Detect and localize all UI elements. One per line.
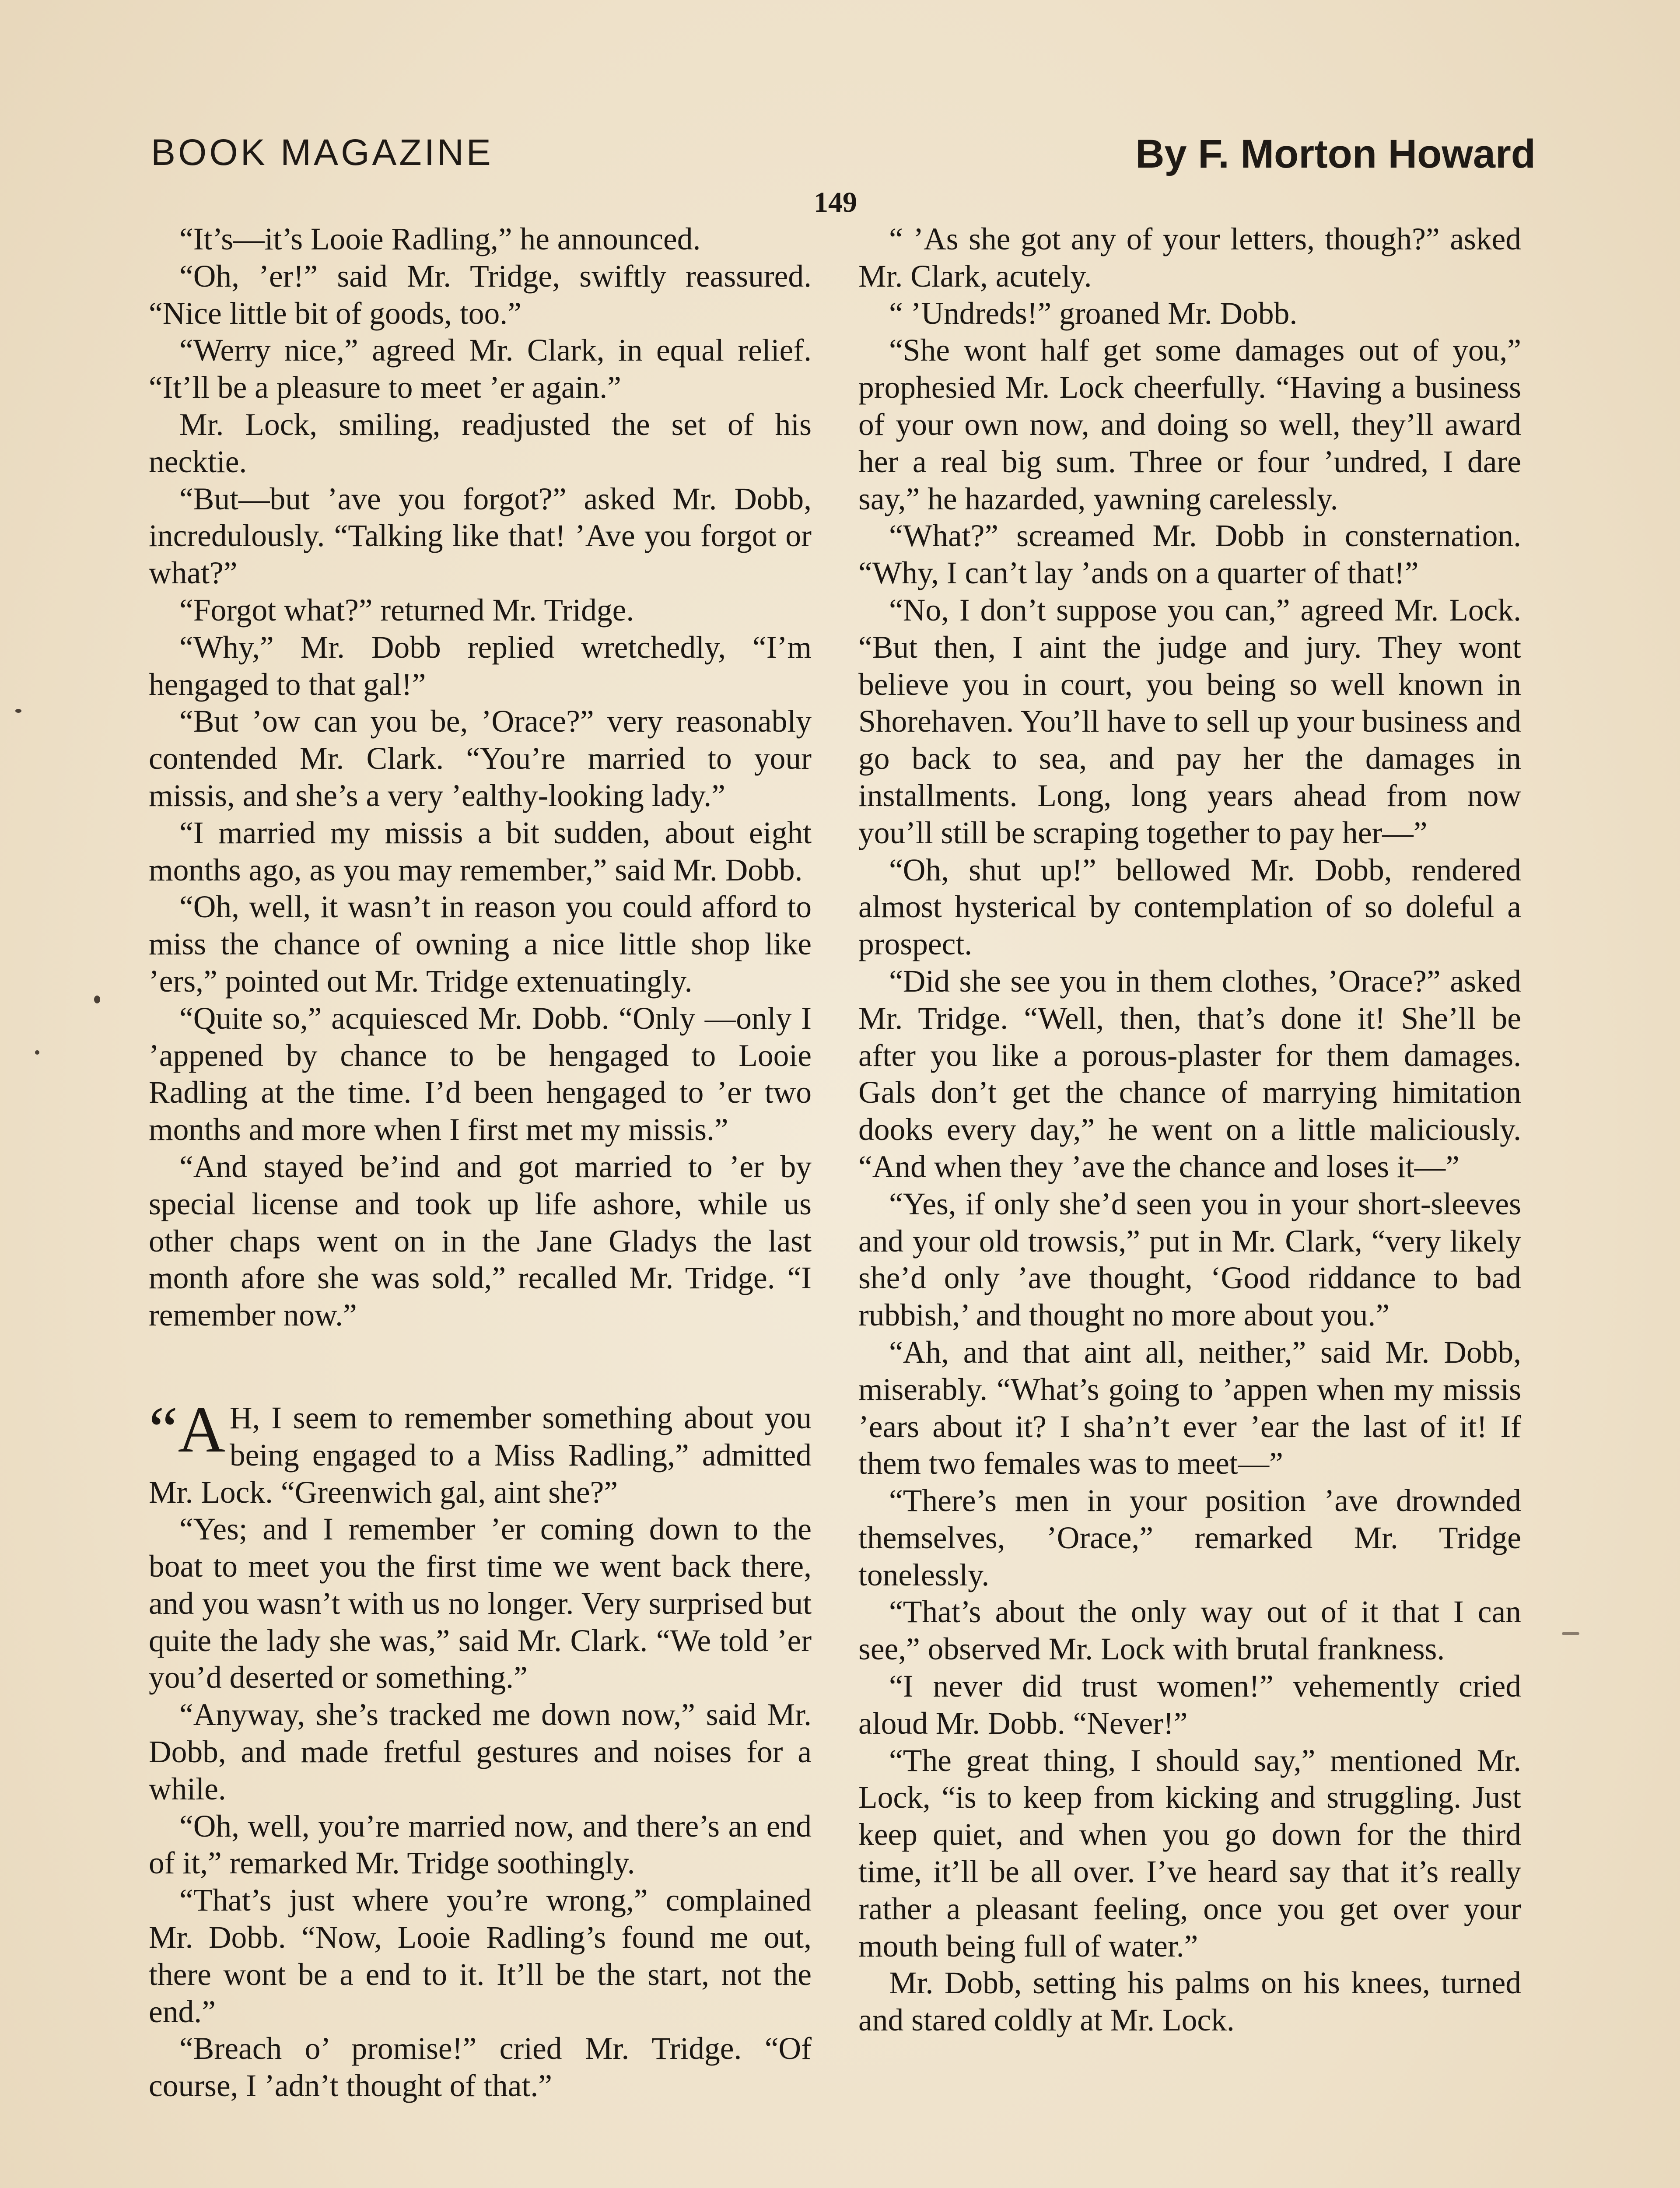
paragraph: “Yes; and I remember ’er coming down to the boat to meet you the first time we went back there, and you wasn’t with us no longer. Very surprised but quite the lady she was,” said Mr. Clark. “We told ’er you’d deserted or something.”: [149, 1512, 812, 1695]
paragraph: “ ’As she got any of your letters, though?” asked Mr. Clark, acutely.: [858, 222, 1521, 294]
paragraph: “Did she see you in them clothes, ’Orace?” asked Mr. Tridge. “Well, then, that’s done it! She’ll be after you like a porous-plaster for them damages. Gals don’t get the chance of marrying himitation dooks every day,” he went on a little maliciously. “And when they ’ave the chance and loses it—”: [858, 964, 1521, 1184]
print-speck: [1562, 1632, 1579, 1635]
paragraph: “I never did trust women!” vehemently cried aloud Mr. Dobb. “Never!”: [858, 1669, 1521, 1741]
running-head-author: By F. Morton Howard: [1135, 132, 1536, 176]
paragraph: “There’s men in your position ’ave drownded themselves, ’Orace,” remarked Mr. Tridge tonelessly.: [858, 1483, 1521, 1592]
paragraph: “And stayed be’ind and got married to ’er by special license and took up life ashore, while us other chaps went on in the Jane Gladys the last month afore she was sold,” recalled Mr. Tridge. “I remember now.”: [149, 1149, 812, 1333]
paragraph: “That’s just where you’re wrong,” complained Mr. Dobb. “Now, Looie Radling’s found me out, there wont be a end to it. It’ll be the start, not the end.”: [149, 1883, 812, 2029]
paragraph: “What?” screamed Mr. Dobb in consternation. “Why, I can’t lay ’ands on a quarter of that!”: [858, 519, 1521, 591]
paragraph: “But—but ’ave you forgot?” asked Mr. Dobb, incredulously. “Talking like that! ’Ave you forgot or what?”: [149, 481, 812, 591]
print-speck: [35, 1050, 39, 1055]
paragraph: “Oh, well, it wasn’t in reason you could afford to miss the chance of owning a nice little shop like ’ers,” pointed out Mr. Tridge extenuatingly.: [149, 890, 812, 999]
paragraph: “Oh, shut up!” bellowed Mr. Dobb, rendered almost hysterical by contemplation of so doleful a prospect.: [858, 852, 1521, 962]
paragraph-text: H, I seem to remember something about you being engaged to a Miss Radling,” admitted Mr. Lock. “Greenwich gal, aint she?”: [149, 1400, 812, 1510]
paragraph: “ ’Undreds!” groaned Mr. Dobb.: [889, 296, 1298, 331]
paragraph: “But ’ow can you be, ’Orace?” very reasonably contended Mr. Clark. “You’re married to your missis, and she’s a very ’ealthy-looking lady.”: [149, 704, 812, 813]
paragraph: “Quite so,” acquiesced Mr. Dobb. “Only —only I ’appened by chance to be hengaged to Looie Radling at the time. I’d been hengaged to ’er two months and more when I first met my missis.”: [149, 1001, 812, 1147]
paragraph: “Anyway, she’s tracked me down now,” said Mr. Dobb, and made fretful gestures and noises for a while.: [149, 1697, 812, 1806]
running-head-magazine-title: BOOK MAGAZINE: [151, 132, 494, 173]
paragraph: “I married my missis a bit sudden, about eight months ago, as you may remember,” said Mr. Dobb.: [149, 815, 812, 887]
paragraph: “Oh, ’er!” said Mr. Tridge, swiftly reassured. “Nice little bit of goods, too.”: [149, 259, 812, 331]
left-text-column: [149, 221, 812, 2105]
right-text-column: [858, 221, 1521, 2039]
drop-cap-open-quote: “: [149, 1393, 178, 1466]
paragraph: “Werry nice,” agreed Mr. Clark, in equal relief. “It’ll be a pleasure to meet ’er again.”: [149, 333, 812, 405]
paragraph: “Breach o’ promise!” cried Mr. Tridge. “Of course, I ’adn’t thought of that.”: [149, 2031, 812, 2104]
paragraph: “Why,” Mr. Dobb replied wretchedly, “I’m hengaged to that gal!”: [149, 630, 812, 702]
page-number: 149: [814, 186, 857, 218]
drop-cap: [149, 1393, 225, 1466]
paragraph: “It’s—it’s Looie Radling,” he announced.: [179, 222, 701, 256]
paragraph: “That’s about the only way out of it that I can see,” observed Mr. Lock with brutal frankness.: [858, 1595, 1521, 1667]
paragraph: “Ah, and that aint all, neither,” said Mr. Dobb, miserably. “What’s going to ’appen when my missis ’ears about it? I sha’n’t ever ’ear the last of it! If them two females was to meet—”: [858, 1335, 1521, 1481]
paragraph: “She wont half get some damages out of you,” prophesied Mr. Lock cheerfully. “Having a business of your own now, and doing so well, they’ll award her a real big sum. Three or four ’undred, I dare say,” he hazarded, yawning carelessly.: [858, 333, 1521, 516]
paragraph: “The great thing, I should say,” mentioned Mr. Lock, “is to keep from kicking and struggling. Just keep quiet, and when you go down for the third time, it’ll be all over. I’ve heard say that it’s really rather a pleasant feeling, once you get over your mouth being full of water.”: [858, 1743, 1521, 1964]
print-speck: [94, 996, 100, 1003]
paragraph: Mr. Lock, smiling, readjusted the set of his necktie.: [149, 407, 812, 479]
paragraph: Mr. Dobb, setting his palms on his knees, turned and stared coldly at Mr. Lock.: [858, 1966, 1521, 2038]
print-speck: [15, 709, 21, 713]
paragraph: “Yes, if only she’d seen you in your short-sleeves and your old trowsis,” put in Mr. Clark, “very likely she’d only ’ave thought, ‘Good riddance to bad rubbish,’ and thought no more about you.”: [858, 1186, 1521, 1333]
paragraph: “Oh, well, you’re married now, and there’s an end of it,” remarked Mr. Tridge soothingly.: [149, 1809, 812, 1881]
paragraph: “No, I don’t suppose you can,” agreed Mr. Lock. “But then, I aint the judge and jury. They wont believe you in court, you being so well known in Shorehaven. You’ll have to sell up your business and go back to sea, and pay her the damages in installments. Long, long years ahead from now you’ll still be scraping together to pay her—”: [858, 593, 1521, 850]
drop-cap-letter: A: [178, 1393, 225, 1466]
paragraph: “Forgot what?” returned Mr. Tridge.: [179, 593, 634, 628]
section-opening-paragraph: [149, 1393, 812, 1511]
